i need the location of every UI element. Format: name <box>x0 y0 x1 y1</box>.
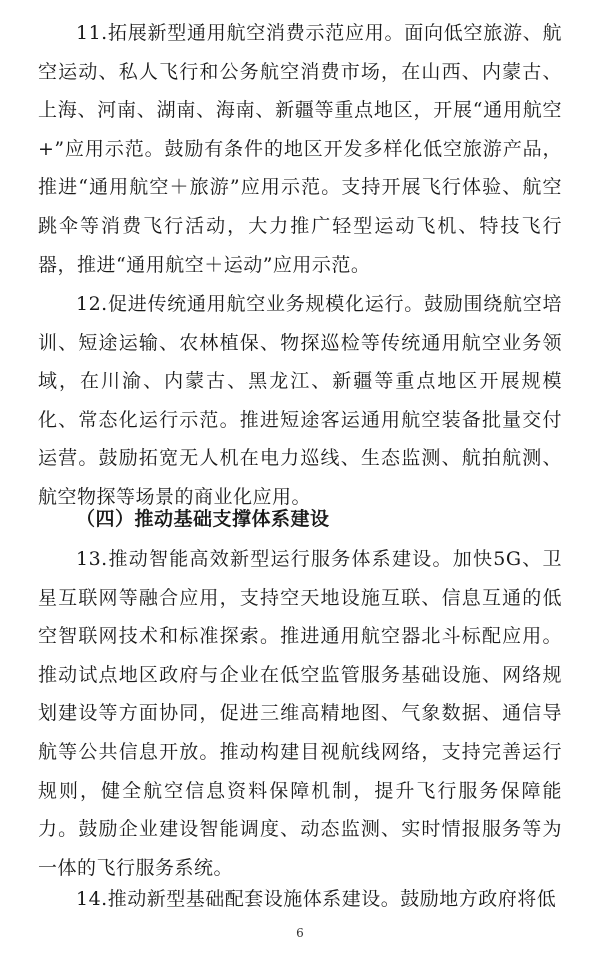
page-number: 6 <box>296 926 304 940</box>
paragraph-13: 13.推动智能高效新型运行服务体系建设。加快5G、卫星互联网等融合应用，支持空天地设施互联、信息互通的低空智联网技术和标准探索。推进通用航空器北斗标配应用。推动试点地区政府与企业在低空监管服务基础设施、网络规划建设等方面协同，促进三维高精地图、气象数据、通信导航等公共信息开放。推动构建目视航线网络，支持完善运行规则，健全航空信息资料保障机制，提升飞行服务保障能力。鼓励企业建设智能调度、动态监测、实时情报服务等为一体的飞行服务系统。 <box>38 548 562 879</box>
paragraph-12: 12.促进传统通用航空业务规模化运行。鼓励围绕航空培训、短途运输、农林植保、物探巡检等传统通用航空业务领域，在川渝、内蒙古、黑龙江、新疆等重点地区开展规模化、常态化运行示范。推进短途客运通用航空装备批量交付运营。鼓励拓宽无人机在电力巡线、生态监测、航拍航测、航空物探等场景的商业化应用。 <box>38 293 562 508</box>
section-heading: （四）推动基础支撑体系建设 <box>76 508 330 530</box>
paragraph-14: 14.推动新型基础配套设施体系建设。鼓励地方政府将低 <box>76 888 557 910</box>
paragraph-11: 11.拓展新型通用航空消费示范应用。面向低空旅游、航空运动、私人飞行和公务航空消费市场，在山西、内蒙古、上海、河南、湖南、海南、新疆等重点地区，开展“通用航空+”应用示范。鼓励有条件的地区开发多样化低空旅游产品，推进“通用航空＋旅游”应用示范。支持开展飞行体验、航空跳伞等消费飞行活动，大力推广轻型运动飞机、特技飞行器，推进“通用航空＋运动”应用示范。 <box>38 22 562 276</box>
